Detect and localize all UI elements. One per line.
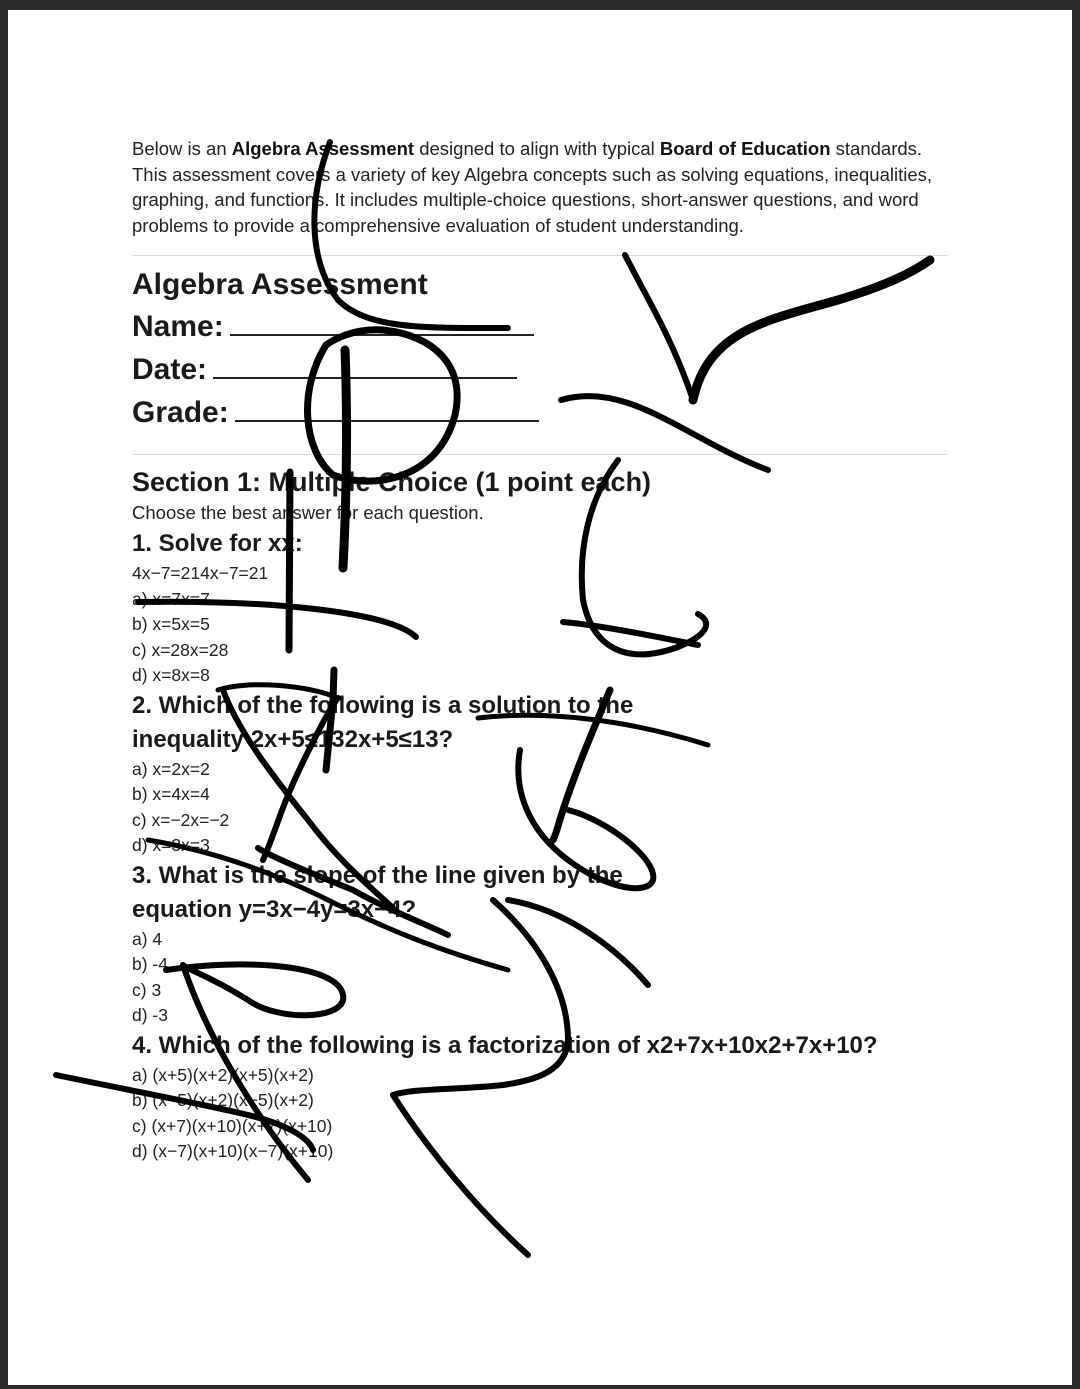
date-label: Date: xyxy=(132,353,208,386)
intro-text: Below is an xyxy=(132,138,232,159)
section-title: Section 1: Multiple Choice (1 point each) xyxy=(132,467,652,497)
answer-option: d) x=8x=8 xyxy=(132,665,210,685)
document-page xyxy=(8,10,1072,1385)
answer-option: a) (x+5)(x+2)(x+5)(x+2) xyxy=(132,1064,314,1085)
intro-paragraph xyxy=(132,136,952,238)
answer-option: b) (x−5)(x+2)(x−5)(x+2) xyxy=(132,1090,314,1110)
question-3-line1: 3. What is the slope of the line given by the xyxy=(132,861,623,889)
question-4: 4. Which of the following is a factorization of x2+7x+10x2+7x+10? xyxy=(132,1031,878,1059)
answer-option: a) x=2x=2 xyxy=(132,758,210,779)
date-blank xyxy=(213,376,517,379)
answer-option: a) 4 xyxy=(132,928,163,949)
name-label: Name: xyxy=(132,310,224,343)
name-blank xyxy=(230,333,534,336)
answer-option: c) x=28x=28 xyxy=(132,639,229,660)
divider xyxy=(132,454,948,455)
question-3 xyxy=(132,859,952,927)
divider xyxy=(132,255,948,256)
grade-field xyxy=(132,391,952,434)
answer-option: d) (x−7)(x+10)(x−7)(x+10) xyxy=(132,1141,334,1161)
answer-option: b) x=5x=5 xyxy=(132,614,210,634)
question-1: 1. Solve for xx: xyxy=(132,530,303,557)
answer-option: c) 3 xyxy=(132,979,162,1000)
intro-bold-assessment: Algebra Assessment xyxy=(231,138,415,159)
question-1-equation: 4x−7=214x−7=21 xyxy=(132,563,269,583)
intro-text: standards. This assessment covers a variety of key Algebra concepts such as solving equations, inequalities, graphing, and functions. It includes multiple-choice questions, short-answer questions, and word problems to provide a comprehensive evaluation of student understanding. xyxy=(132,138,933,236)
assessment-title: Algebra Assessment xyxy=(132,268,428,301)
question-2-line1: 2. Which of the following is a solution to the xyxy=(132,691,634,719)
answer-option: c) (x+7)(x+10)(x+7)(x+10) xyxy=(132,1115,333,1136)
question-2 xyxy=(132,689,952,757)
grade-blank xyxy=(235,419,539,422)
answer-option: d) -3 xyxy=(132,1005,168,1025)
intro-bold-board: Board of Education xyxy=(659,138,831,159)
question-3-line2: equation y=3x−4y=3x−4? xyxy=(132,895,417,923)
name-field xyxy=(132,305,952,348)
intro-text: designed to align with typical xyxy=(414,138,660,159)
answer-option: d) x=3x=3 xyxy=(132,835,210,855)
document-content xyxy=(132,136,952,1165)
answer-option: a) x=7x=7 xyxy=(132,588,210,609)
answer-option: c) x=−2x=−2 xyxy=(132,809,230,830)
answer-option: b) -4 xyxy=(132,954,168,974)
grade-label: Grade: xyxy=(132,396,229,429)
date-field xyxy=(132,348,952,391)
question-2-line2: inequality 2x+5≤132x+5≤13? xyxy=(132,725,454,753)
answer-option: b) x=4x=4 xyxy=(132,784,210,804)
section-instructions: Choose the best answer for each question. xyxy=(132,502,484,523)
